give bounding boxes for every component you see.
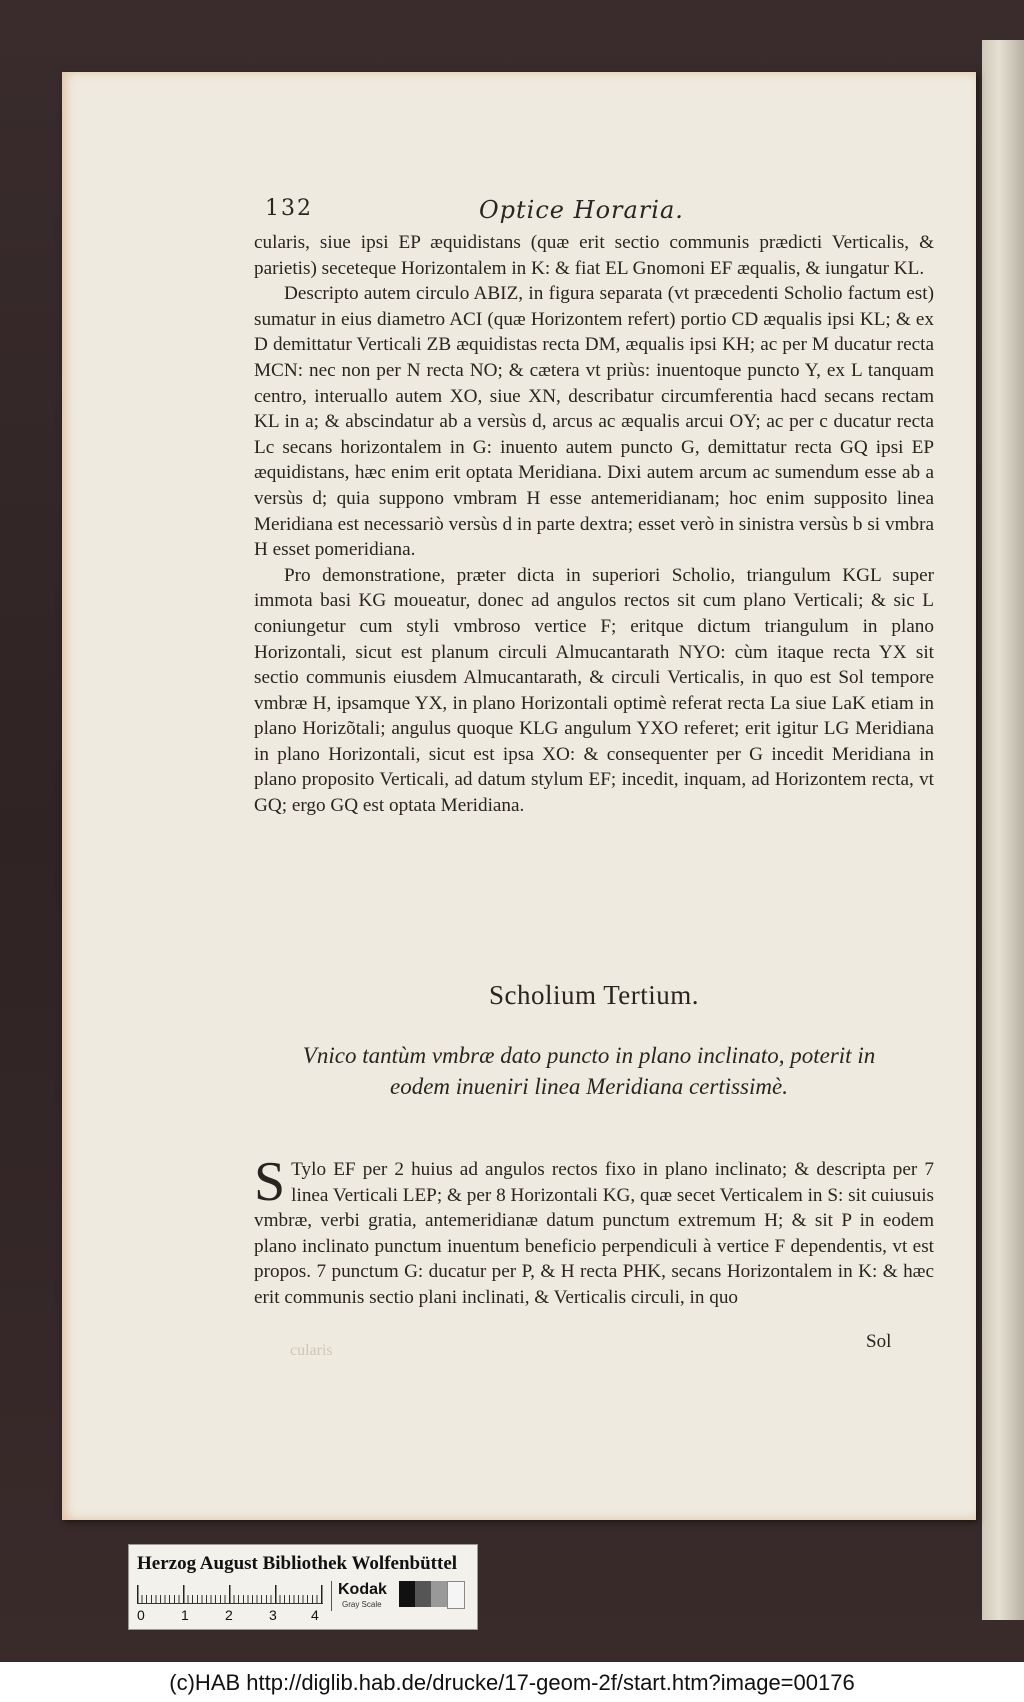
- ruler-number: 2: [225, 1607, 233, 1623]
- ruler-number: 3: [269, 1607, 277, 1623]
- paragraph-continuation: cularis, siue ipsi EP æquidistans (quæ erit sectio communis prædicti Verticalis, & parietis) seceteque Horizontalem in K: & fiat EL Gnomoni EF æqualis, & iungatur KL.: [254, 232, 934, 279]
- footer-bar: [0, 1662, 1024, 1702]
- kodak-logo: [331, 1581, 388, 1611]
- main-text: [254, 230, 934, 819]
- page-number: 132: [265, 196, 313, 221]
- library-label-card: [128, 1544, 478, 1630]
- drop-cap: S: [254, 1151, 286, 1213]
- ruler-number: 1: [181, 1607, 189, 1623]
- section-subtitle: Vnico tantùm vmbræ dato puncto in plano inclinato, poterit in eodem inueniri linea Meridiana certissimè.: [302, 1043, 876, 1099]
- gray-swatch-white: [447, 1581, 465, 1609]
- gray-swatch-mid: [431, 1581, 447, 1607]
- paragraph-descripto: Descripto autem circulo ABIZ, in figura separata (vt præcedenti Scholio factum est) sumatur in eius diametro ACI (quæ Horizontem refert) portio CD æqualis ipsi KL; & ex D demittatur Verticali ZB æquidistas recta DM, æqualis ipsi KH; ac per M ducatur recta MCN: nec non per N recta NO; & cætera vt priùs: inuentoque puncto Y, ex L tanquam centro, interuallo autem XO, siue XN, describatur circumferentia hacd secans rectam KL in a; & abscindatur ab a versùs d, arcus ac æqualis arcui OY; ac per c ducatur recta Lc secans horizontalem in G: inuento autem puncto G, demittatur recta GQ ipsi EP æquidistans, hæc enim erit optata Meridiana. Dixi autem arcum ac sumendum esse ab a versùs d; quia suppono vmbram H esse antemeridianam; hoc enim supposito linea Meridiana est necessariò versùs d in parte dextra; esset verò in sinistra versùs b si vmbra H esset pomeridiana.: [254, 283, 934, 561]
- copyright-url[interactable]: (c)HAB http://diglib.hab.de/drucke/17-geom-2f/start.htm?image=00176: [169, 1670, 855, 1695]
- catchword: Sol: [866, 1331, 892, 1352]
- ruler-number: 0: [137, 1607, 145, 1623]
- gray-swatch-dark: [415, 1581, 431, 1607]
- gray-swatch-black: [399, 1581, 415, 1607]
- scholium-text: [254, 1151, 934, 1311]
- page-header: [265, 196, 685, 228]
- ruler-number: 4: [311, 1607, 319, 1623]
- adjacent-page-edge: [982, 40, 1024, 1620]
- library-name: Herzog August Bibliothek Wolfenbüttel: [137, 1553, 458, 1574]
- paragraph-stylo-text: Tylo EF per 2 huius ad angulos rectos fixo in plano inclinato; & descripta per 7 linea Verticali LEP; & per 8 Horizontali KG, quæ secet Verticalem in S: sit cuiusuis vmbræ, verbi gratia, antemeridianæ datum punctum extremum H; & sit P in eodem plano inclinato punctum inuentum beneficio perpendiculi à vertice F dependentis, vt est propos. 7 punctum G: ducatur per P, & H recta PHK, secans Horizontalem in K: & hæc erit communis sectio plani inclinati, & Verticalis circuli, in quo: [254, 1159, 934, 1308]
- section-heading: Scholium Tertium.: [488, 980, 700, 1010]
- show-through-text: cularis: [290, 1342, 333, 1359]
- kodak-brand: Kodak: [338, 1581, 387, 1598]
- paragraph-stylo: [254, 1151, 934, 1311]
- paragraph-demonstratione: Pro demonstratione, præter dicta in superiori Scholio, triangulum KGL super immota basi KG moueatur, donec ad angulos rectos sit cum plano Verticali; & sic L coniungetur cum styli vmbroso vertice F; eritque dictum triangulum in plano Horizontali, sicut est planum circuli Almucantarath NYO: cùm itaque recta YX sit sectio communis eiusdem Almucantarath, & circuli Verticalis, in quo est Sol tempore vmbræ H, ipsamque YX, in plano Horizontali optimè referat recta La siue LaK etiam in plano Horizõtali; angulus quoque KLG angulum YXO referet; erit igitur LG Meridiana in plano Horizontali, sicut est ipsa XO: & consequenter per G incedit Meridiana in plano proposito Verticali, ad datum stylum EF; incedit, inquam, ad Horizontem recta, vt GQ; ergo GQ est optata Meridiana.: [254, 564, 934, 817]
- ruler-major-ticks: [137, 1585, 323, 1603]
- kodak-subtitle: Gray Scale: [342, 1600, 382, 1609]
- running-title: Optice Horaria.: [479, 196, 684, 224]
